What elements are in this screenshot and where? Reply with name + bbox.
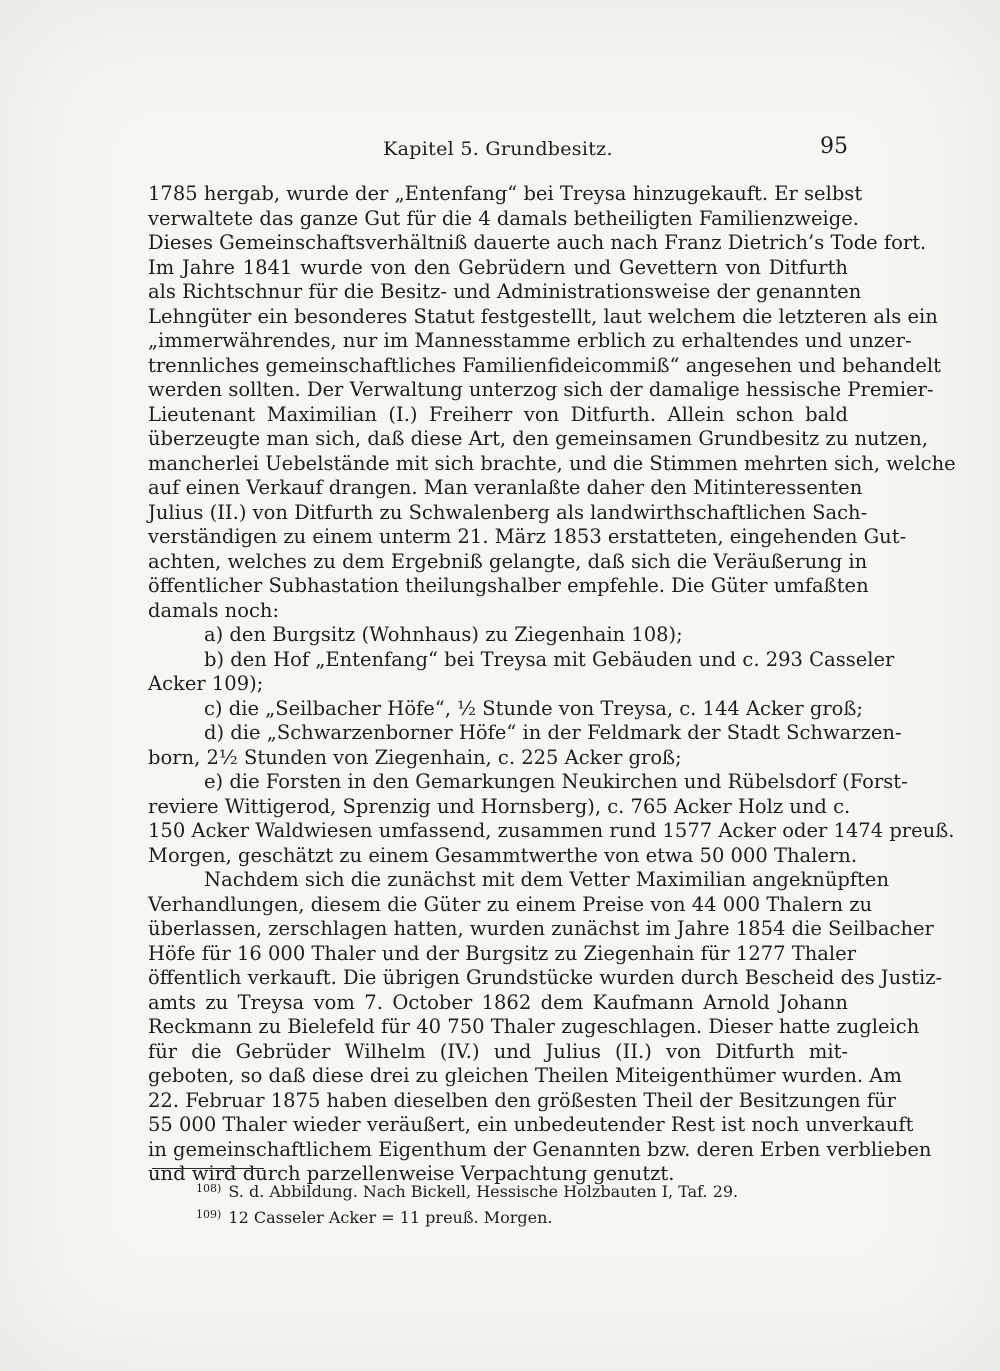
- page-number: 95: [820, 134, 848, 159]
- text-line: Lieutenant Maximilian (I.) Freiherr von Ditfurth. Allein schon bald: [148, 402, 848, 426]
- text-line: born, 2½ Stunden von Ziegenhain, c. 225 Acker groß;: [148, 745, 682, 769]
- text-line: auf einen Verkauf drangen. Man veranlaßte daher den Mitinteressenten: [148, 476, 863, 499]
- text-line: amts zu Treysa vom 7. October 1862 dem Kaufmann Arnold Johann: [148, 990, 848, 1014]
- footnote-108: [196, 1176, 738, 1202]
- text-line: 150 Acker Waldwiesen umfassend, zusammen rund 1577 Acker oder 1474 preuß.: [148, 819, 955, 842]
- text-line: achten, welches zu dem Ergebniß gelangte, daß sich die Veräußerung in: [148, 549, 868, 573]
- text-line: Dieses Gemeinschaftsverhältniß dauerte auch nach Franz Dietrich’s Tode fort.: [148, 231, 927, 254]
- text-line: überlassen, zerschlagen hatten, wurden zunächst im Jahre 1854 die Seilbacher: [148, 917, 934, 940]
- text-line: „immerwährendes, nur im Mannesstamme erblich zu erhaltendes und unzer-: [148, 329, 912, 352]
- list-item: b) den Hof „Entenfang“ bei Treysa mit Gebäuden und c. 293 Casseler: [204, 647, 895, 671]
- text-line: Nachdem sich die zunächst mit dem Vetter Maximilian angeknüpften: [204, 868, 890, 891]
- text-line: für die Gebrüder Wilhelm (IV.) und Julius (II.) von Ditfurth mit-: [148, 1039, 848, 1063]
- text-line: Höfe für 16 000 Thaler und der Burgsitz zu Ziegenhain für 1277 Thaler: [148, 941, 857, 965]
- text-line: und wird durch parzellenweise Verpachtung genutzt.: [148, 1162, 675, 1185]
- text-line: 22. Februar 1875 haben dieselben den größesten Theil der Besitzungen für: [148, 1088, 896, 1112]
- body-text: [148, 182, 956, 1187]
- text-line: öffentlich verkauft. Die übrigen Grundstücke wurden durch Bescheid des Justiz-: [148, 966, 943, 989]
- list-item: a) den Burgsitz (Wohnhaus) zu Ziegenhain 108);: [204, 623, 683, 646]
- text-line: trennliches gemeinschaftliches Familienfideicommiß“ angesehen und behandelt: [148, 353, 941, 377]
- text-line: verständigen zu einem unterm 21. März 1853 erstatteten, eingehenden Gut-: [148, 525, 907, 548]
- text-line: geboten, so daß diese drei zu gleichen Theilen Miteigenthümer wurden. Am: [148, 1064, 902, 1087]
- text-line: öffentlicher Subhastation theilungshalber empfehle. Die Güter umfaßten: [148, 574, 869, 597]
- footnote-text: S. d. Abbildung. Nach Bickell, Hessische Holzbauten I, Taf. 29.: [228, 1182, 739, 1201]
- text-line: Acker 109);: [148, 672, 264, 695]
- text-line: überzeugte man sich, daß diese Art, den gemeinsamen Grundbesitz zu nutzen,: [148, 427, 928, 450]
- text-line: Reckmann zu Bielefeld für 40 750 Thaler zugeschlagen. Dieser hatte zugleich: [148, 1015, 920, 1038]
- footnote-109: [196, 1202, 738, 1228]
- footnote-marker: 109): [196, 1208, 222, 1221]
- footnote-marker: 108): [196, 1182, 222, 1195]
- text-line: reviere Wittigerod, Sprenzig und Hornsberg), c. 765 Acker Holz und c.: [148, 794, 851, 818]
- list-item: c) die „Seilbacher Höfe“, ½ Stunde von Treysa, c. 144 Acker groß;: [204, 696, 863, 720]
- list-item: d) die „Schwarzenborner Höfe“ in der Feldmark der Stadt Schwarzen-: [204, 721, 902, 744]
- text-line: Lehngüter ein besonderes Statut festgestellt, laut welchem die letzteren als ein: [148, 304, 938, 328]
- text-line: als Richtschnur für die Besitz- und Administrationsweise der genannten: [148, 280, 862, 303]
- footnotes: [196, 1176, 738, 1228]
- text-line: mancherlei Uebelstände mit sich brachte, und die Stimmen mehrten sich, welche: [148, 451, 956, 475]
- footnote-divider: [152, 1168, 264, 1169]
- text-line: werden sollten. Der Verwaltung unterzog sich der damalige hessische Premier-: [148, 378, 934, 401]
- text-line: damals noch:: [148, 598, 280, 622]
- text-line: in gemeinschaftlichem Eigenthum der Genannten bzw. deren Erben verblieben: [148, 1137, 932, 1161]
- text-line: Im Jahre 1841 wurde von den Gebrüdern und Gevettern von Ditfurth: [148, 255, 848, 279]
- footnote-text: 12 Casseler Acker = 11 preuß. Morgen.: [228, 1208, 553, 1227]
- text-line: Verhandlungen, diesem die Güter zu einem Preise von 44 000 Thalern zu: [148, 892, 873, 916]
- text-line: 55 000 Thaler wieder veräußert, ein unbedeutender Rest ist noch unverkauft: [148, 1113, 914, 1136]
- page-header: [148, 132, 848, 166]
- text-line: 1785 hergab, wurde der „Entenfang“ bei Treysa hinzugekauft. Er selbst: [148, 182, 863, 205]
- text-line: Julius (II.) von Ditfurth zu Schwalenberg als landwirthschaftlichen Sach-: [148, 500, 868, 524]
- text-line: Morgen, geschätzt zu einem Gesammtwerthe von etwa 50 000 Thalern.: [148, 843, 858, 867]
- running-title: Kapitel 5. Grundbesitz.: [383, 138, 613, 160]
- text-line: verwaltete das ganze Gut für die 4 damals betheiligten Familienzweige.: [148, 206, 859, 230]
- list-item: e) die Forsten in den Gemarkungen Neukirchen und Rübelsdorf (Forst-: [204, 770, 908, 793]
